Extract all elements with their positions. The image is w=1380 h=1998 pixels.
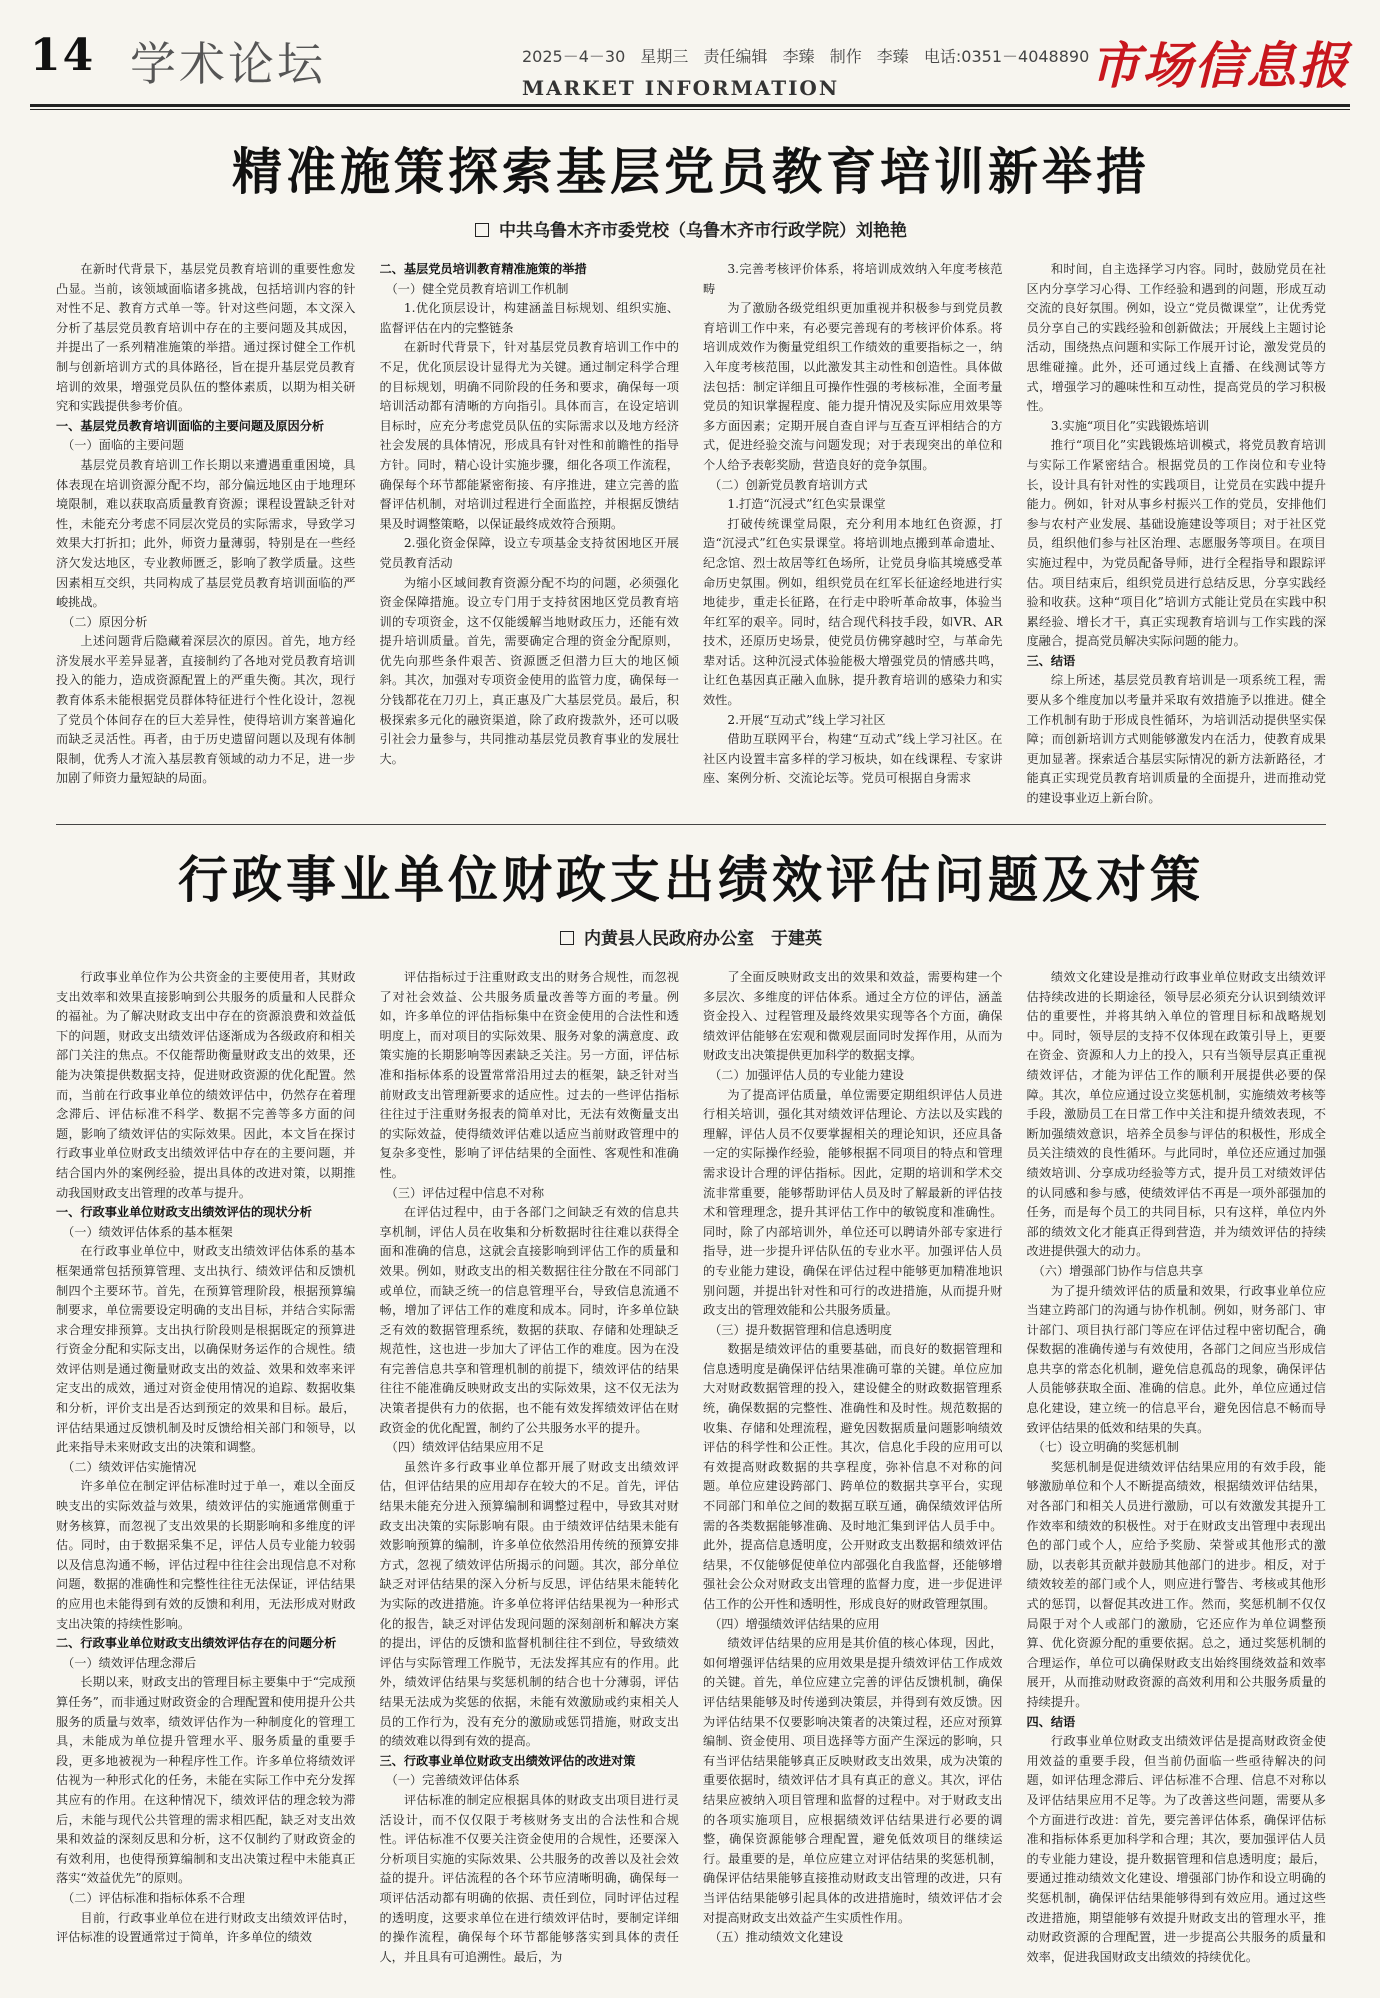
article-1-column bbox=[56, 260, 356, 820]
editor-label: 责任编辑 bbox=[703, 47, 768, 66]
edition-weekday: 星期三 bbox=[640, 47, 689, 66]
subsection-heading: （一）绩效评估理念滞后 bbox=[62, 1655, 197, 1670]
paragraph: 上述问题背后隐藏着深层次的原因。首先，地方经济发展水平差异显著，直接制约了各地对党员教育培训投入的能力，造成资源配置上的严重失衡。其次，现行教育体系未能根据党员群体特征进行个性化设计，忽视了党员个体间存在的巨大差异性，使得培训方案普遍化而缺乏灵活性。再者，由于历史遗留问题以及现有体制限制，优秀人才流入基层教育领域的动力不足，进一步加剧了师资力量短缺的局面。 bbox=[56, 634, 356, 786]
paragraph: 2.强化资金保障，设立专项基金支持贫困地区开展党员教育活动 bbox=[379, 536, 679, 570]
paragraph: 目前，行政事业单位在进行财政支出绩效评估时，评估标准的设置通常过于简单，许多单位的绩效 bbox=[56, 1910, 356, 1945]
editor-name: 李臻 bbox=[782, 47, 815, 66]
subsection-heading: （二）创新党员教育培训方式 bbox=[709, 477, 868, 492]
paragraph: 评估指标过于注重财政支出的财务合规性，而忽视了对社会效益、公共服务质量改善等方面的考量。例如，许多单位的评估指标集中在资金使用的合法性和透明度上，而对项目的实际效果、服务对象的满意度、政策实施的长期影响等因素缺乏关注。另一方面，评估标准和指标体系的设置常常沿用过去的框架，缺乏针对当前财政支出管理新要求的适应性。过去的一些评估指标往往过于注重财务报表的简单对比，无法有效衡量支出的实际效益，使得绩效评估难以适应当前财政管理中的复杂多变性，影响了评估结果的全面性、客观性和准确性。 bbox=[379, 970, 679, 1180]
paragraph: 了全面反映财政支出的效果和效益，需要构建一个多层次、多维度的评估体系。通过全方位的评估，涵盖资金投入、过程管理及最终效果实现等各个方面，确保绩效评估能够在宏观和微观层面同时发挥作用，从而为财政支出决策提供更加科学的数据支撑。 bbox=[703, 970, 1003, 1063]
article-2-column bbox=[56, 968, 356, 1998]
section-heading: 四、结语 bbox=[1026, 1714, 1076, 1729]
article-divider bbox=[56, 824, 1326, 825]
paragraph: 综上所述，基层党员教育培训是一项系统工程，需要从多个维度加以考量并采取有效措施予以推进。健全工作机制有助于形成良性循环，为培训活动提供坚实保障；而创新培训方式则能够激发内在活力，使教育成果更加显著。探索适合基层实际情况的新方法新路径，才能真正实现党员教育培训质量的全面提升，进而推动党的建设事业迈上新台阶。 bbox=[1026, 673, 1326, 806]
article-2-headline: 行政事业单位财政支出绩效评估问题及对策 bbox=[178, 851, 1204, 909]
paragraph: 在行政事业单位中，财政支出绩效评估体系的基本框架通常包括预算管理、支出执行、绩效评估和反馈机制四个主要环节。首先，在预算管理阶段，根据预算编制要求，单位需要设定明确的支出目标，并结合实际需求合理安排预算。支出执行阶段则是根据既定的预算进行资金分配和实际支出，以确保财务运作的合规性。绩效评估则是通过衡量财政支出的效益、效果和效率来评定支出的成效，通过对资金使用情况的追踪、数据收集和分析，评价支出是否达到预定的效果和目标。最后，评估结果通过反馈机制及时反馈给相关部门和领导，以此来指导未来财政支出的决策和调整。 bbox=[56, 1244, 356, 1455]
paragraph: 为了激励各级党组织更加重视并积极参与到党员教育培训工作中来，有必要完善现有的考核评价体系。将培训成效作为衡量党组织工作绩效的重要指标之一，纳入年度考核范围，以此激发其主动性和创造性。具体做法包括：制定详细且可操作性强的考核标准，全面考量党员的知识掌握程度、能力提升情况及实际应用效果等多方面因素；定期开展自查自评与互查互评相结合的方式，促进经验交流与问题发现；对于表现突出的单位和个人给予表彰奖励，营造良好的竞争氛围。 bbox=[703, 301, 1003, 472]
edition-meta bbox=[522, 44, 1099, 67]
article-1-author: 中共乌鲁木齐市委党校（乌鲁木齐市行政学院）刘艳艳 bbox=[499, 221, 907, 241]
article-2 bbox=[56, 848, 1326, 1998]
square-icon bbox=[475, 223, 489, 237]
article-2-column bbox=[1027, 968, 1327, 1998]
subsection-heading: （四）增强绩效评估结果的应用 bbox=[709, 1616, 880, 1631]
section-heading: 二、行政事业单位财政支出绩效评估存在的问题分析 bbox=[56, 1636, 337, 1651]
section-heading: 一、行政事业单位财政支出绩效评估的现状分析 bbox=[56, 1205, 312, 1220]
paragraph: 在评估过程中，由于各部门之间缺乏有效的信息共享机制，评估人员在收集和分析数据时往往难以获得全面和准确的信息，这就会直接影响到评估工作的质量和效果。例如，财政支出的相关数据往往分散在不同部门或单位，而缺乏统一的信息管理平台，导致信息流通不畅，增加了评估工作的难度和成本。同时，许多单位缺乏有效的数据管理系统，数据的获取、存储和处理缺乏规范性，这也进一步加大了评估工作的难度。因为在没有完善信息共享和管理机制的前提下，绩效评估的结果往往不能准确反映财政支出的实际效果，这不仅无法为决策者提供有力的依据，也不能有效发挥绩效评估在财政资金的优化配置，制约了公共服务水平的提升。 bbox=[379, 1205, 679, 1435]
article-1-byline bbox=[56, 220, 1326, 242]
article-1-column bbox=[1027, 260, 1327, 820]
subsection-heading: （三）评估过程中信息不对称 bbox=[385, 1185, 545, 1200]
subsection-heading: （二）绩效评估实施情况 bbox=[62, 1459, 197, 1474]
paragraph: 奖惩机制是促进绩效评估结果应用的有效手段，能够激励单位和个人不断提高绩效，根据绩效评估结果，对各部门和相关人员进行激励，可以有效激发其提升工作效率和绩效的积极性。对于在财政支出管理中表现出色的部门或个人，应给予奖励、荣誉或其他形式的激励，以表彰其贡献并鼓励其他部门的进步。相反，对于绩效较差的部门或个人，则应进行警告、考核或其他形式的惩罚，以督促其改进工作。然而，奖惩机制不仅仅局限于对个人或部门的激励，它还应作为单位调整预算、优化资源分配的重要依据。总之，通过奖惩机制的合理运作，单位可以确保财政支出始终围绕效益和效率展开，从而推动财政资源的高效利用和公共服务质量的持续提升。 bbox=[1026, 1459, 1326, 1709]
paragraph: 1.优化顶层设计，构建涵盖目标规划、组织实施、监督评估在内的完整链条 bbox=[379, 301, 679, 335]
paragraph: 虽然许多行政事业单位都开展了财政支出绩效评估，但评估结果的应用却存在较大的不足。首先，评估结果未能充分进入预算编制和调整过程中，导致其对财政支出决策的实际影响有限。由于绩效评估结果未能有效影响预算的编制，许多单位依然沿用传统的预算安排方式，忽视了绩效评估所揭示的问题。其次，部分单位缺乏对评估结果的深入分析与反思，评估结果未能转化为实际的改进措施。许多单位将评估结果视为一种形式化的报告，缺乏对评估发现问题的深刻剖析和解决方案的提出，评估的反馈和监督机制往往不到位，导致绩效评估与实际管理工作脱节，无法发挥其应有的作用。此外，绩效评估结果与奖惩机制的结合也十分薄弱，评估结果无法成为奖惩的依据，未能有效激励或约束相关人员的工作行为，没有充分的激励或惩罚措施，财政支出的绩效难以得到有效的提高。 bbox=[379, 1459, 679, 1749]
subsection-heading: （四）绩效评估结果应用不足 bbox=[385, 1440, 545, 1455]
section-heading: 二、基层党员培训教育精准施策的举措 bbox=[379, 262, 587, 276]
paragraph: 借助互联网平台，构建“互动式”线上学习社区。在社区内设置丰富多样的学习板块，如在线课程、专家讲座、案例分析、交流论坛等。党员可根据自身需求 bbox=[703, 732, 1003, 786]
section-heading: 三、行政事业单位财政支出绩效评估的改进对策 bbox=[379, 1753, 636, 1768]
paragraph: 评估标准的制定应根据具体的财政支出项目进行灵活设计，而不仅仅限于考核财务支出的合法性和合规性。评估标准不仅要关注资金使用的合规性，还要深入分析项目实施的实际效果、公共服务的改善以及社会效益的提升。评估流程的各个环节应清晰明确，确保每一项评估活动都有明确的依据、责任到位，同时评估过程的透明度，这要求单位在进行绩效评估时，要制定详细的操作流程，确保每个环节都能够落实到具体的责任人，并且具有可追溯性。最后，为 bbox=[379, 1792, 679, 1964]
paragraph: 绩效文化建设是推动行政事业单位财政支出绩效评估持续改进的长期途径，领导层必须充分认识到绩效评估的重要性，并将其纳入单位的管理目标和战略规划中。同时，领导层的支持不仅体现在政策引导上，更要在资金、资源和人力上的投入，只有当领导层真正重视绩效评估，才能为评估工作的顺利开展提供必要的保障。其次，单位应通过设立奖惩机制，实施绩效考核等手段，激励员工在日常工作中关注和提升绩效表现，不断加强绩效意识，培养全员参与评估的积极性，形成全员关注绩效的良性循环。与此同时，单位还应通过加强绩效培训、分享成功经验等方式，提升员工对绩效评估的认同感和参与感，使绩效评估不再是一项外部强加的任务，而是每个员工的共同目标，只有这样，单位内外部的绩效文化才能真正得到营造，并为绩效评估的持续改进提供强大的动力。 bbox=[1026, 970, 1326, 1259]
article-2-body bbox=[56, 968, 1326, 1998]
phone: 电话:0351－4048890 bbox=[923, 47, 1090, 66]
paragraph: 在新时代背景下，基层党员教育培训的重要性愈发凸显。当前，该领域面临诸多挑战，包括培训内容的针对性不足、教育方式单一等。针对这些问题，本文深入分析了基层党员教育培训中存在的主要问题及其成因，并提出了一系列精准施策的举措。通过探讨健全工作机制与创新培训方式的具体路径，旨在提升基层党员教育培训的效果，增强党员队伍的整体素质，以期为相关研究和实践提供参考价值。 bbox=[56, 262, 356, 414]
paragraph: 在新时代背景下，针对基层党员教育培训工作中的不足，优化顶层设计显得尤为关键。通过制定科学合理的目标规划，明确不同阶段的任务和要求，确保每一项培训活动都有清晰的方向指引。具体而言，在设定培训目标时，应充分考虑党员队伍的实际需求以及地方经济社会发展的具体情况，形成具有针对性和前瞻性的指导方针。同时，精心设计实施步骤，细化各项工作流程，确保每个环节都能紧密衔接、有序推进，建立完善的监督评估机制，对培训过程进行全面监控，并根据反馈结果及时调整策略，以保证最终成效符合预期。 bbox=[379, 340, 679, 531]
subsection-heading: （二）原因分析 bbox=[62, 614, 148, 629]
subsection-heading: （一）完善绩效评估体系 bbox=[385, 1773, 520, 1788]
paragraph: 为了提高评估质量，单位需要定期组织评估人员进行相关培训，强化其对绩效评估理论、方法以及实践的理解，评估人员不仅要掌握相关的理论知识，还应具备一定的实际操作经验，能够根据不同项目的特点和管理需求设计合理的评估指标。因此，定期的培训和学术交流非常重要，能够帮助评估人员及时了解最新的评估技术和管理理念，提升其评估工作中的敏锐度和准确性。同时，除了内部培训外，单位还可以聘请外部专家进行指导，进一步提升评估队伍的专业水平。加强评估人员的专业能力建设，确保在评估过程中能够更加精准地识别问题，并提出针对性和可行的改进措施，从而提升财政支出的管理效能和公共服务质量。 bbox=[703, 1087, 1003, 1318]
article-2-column bbox=[380, 968, 680, 1998]
subsection-heading: （七）设立明确的奖惩机制 bbox=[1032, 1440, 1179, 1455]
paragraph: 2.开展“互动式”线上学习社区 bbox=[727, 712, 886, 727]
section-name: 学术论坛 bbox=[130, 37, 326, 91]
square-icon bbox=[560, 931, 574, 945]
paragraph: 绩效评估结果的应用是其价值的核心体现，因此，如何增强评估结果的应用效果是提升绩效评估工作成效的关键。首先，单位应建立完善的评估反馈机制，确保评估结果能够及时传递到决策层，并得到有效反馈。因为评估结果不仅要影响决策者的决策过程，还应对预算编制、资金使用、项目选择等方面产生深远的影响，只有当评估结果能够真正反映财政支出效果，成为决策的重要依据时，绩效评估才具有真正的意义。其次，评估结果应被纳入项目管理和监督的过程中。对于财政支出的各项实施项目，应根据绩效评估结果进行必要的调整，确保资源能够合理配置，避免低效项目的继续运行。最重要的是，单位应建立对评估结果的奖惩机制，确保评估结果能够直接推动财政支出管理的改进，只有当评估结果能够引起具体的改进措施时，绩效评估才会对提高财政支出效益产生实质性作用。 bbox=[703, 1636, 1003, 1925]
article-2-column bbox=[703, 968, 1003, 1998]
paragraph: 3.完善考核评价体系，将培训成效纳入年度考核范畴 bbox=[703, 262, 1003, 296]
page-number: 14 bbox=[30, 30, 96, 81]
paragraph: 数据是绩效评估的重要基础，而良好的数据管理和信息透明度是确保评估结果准确可靠的关键。单位应加大对财政数据管理的投入，建设健全的财政数据管理系统，确保数据的完整性、准确性和及时性。规范数据的收集、存储和处理流程，避免因数据质量问题影响绩效评估的科学性和公正性。其次，信息化手段的应用可以有效提高财政数据的共享程度，弥补信息不对称的问题。单位应建设跨部门、跨单位的数据共享平台，实现不同部门和单位之间的数据互联互通，确保绩效评估所需的各类数据能够准确、及时地汇集到评估人员手中。此外，提高信息透明度，公开财政支出数据和绩效评估结果，不仅能够促使单位内部强化自我监督，还能够增强社会公众对财政支出管理的监督力度，进一步促进评估工作的公开性和透明性，形成良好的财政管理氛围。 bbox=[703, 1342, 1003, 1611]
subsection-heading: （一）健全党员教育培训工作机制 bbox=[385, 281, 569, 296]
article-1-body bbox=[56, 260, 1326, 820]
subsection-heading: （二）评估标准和指标体系不合理 bbox=[62, 1890, 245, 1905]
paragraph: 行政事业单位作为公共资金的主要使用者，其财政支出效率和效果直接影响到公共服务的质量和人民群众的福祉。为了解决财政支出中存在的资源浪费和效益低下的问题，财政支出绩效评估逐渐成为各级政府和相关部门关注的焦点。不仅能帮助衡量财政支出的效果，还能为决策提供数据支持，促进财政资源的优化配置。然而，当前在行政事业单位的绩效评估中，仍然存在着理念滞后、评估标准不科学、数据不完善等多方面的问题，影响了绩效评估的实际效果。因此，本文旨在探讨行政事业单位财政支出绩效评估中存在的主要问题，并结合国内外的案例经验，提出具体的改进对策，以期推动我国财政支出管理的改革与提升。 bbox=[56, 970, 356, 1200]
article-1-headline: 精准施策探索基层党员教育培训新举措 bbox=[232, 143, 1150, 201]
subsection-heading: （五）推动绩效文化建设 bbox=[709, 1930, 844, 1945]
subsection-heading: （一）面临的主要问题 bbox=[62, 438, 184, 453]
article-1 bbox=[56, 140, 1326, 820]
producer-name: 李臻 bbox=[876, 47, 909, 66]
producer-label: 制作 bbox=[829, 47, 862, 66]
article-1-column bbox=[703, 260, 1003, 820]
paragraph: 3.实施“项目化”实践锻炼培训 bbox=[1050, 418, 1210, 433]
subsection-heading: （一）绩效评估体系的基本框架 bbox=[62, 1224, 233, 1239]
paragraph: 1.打造“沉浸式”红色实景课堂 bbox=[727, 497, 886, 512]
subsection-heading: （六）增强部门协作与信息共享 bbox=[1032, 1263, 1204, 1278]
paragraph: 基层党员教育培训工作长期以来遭遇重重困境，具体表现在培训资源分配不均，部分偏远地区由于地理环境限制，难以获取高质量教育资源；课程设置缺乏针对性，未能充分考虑不同层次党员的实际需求，导致学习效果大打折扣；此外，师资力量薄弱，特别是在一些经济欠发达地区，专业教师匮乏，影响了教学质量。这些因素相互交织，共同构成了基层党员教育培训面临的严峻挑战。 bbox=[56, 457, 356, 610]
paper-logo: 市场信息报 bbox=[1090, 36, 1350, 95]
top-rule-thin bbox=[30, 109, 1350, 110]
paragraph: 打破传统课堂局限，充分利用本地红色资源，打造“沉浸式”红色实景课堂。将培训地点搬到革命遗址、纪念馆、烈士故居等红色场所，让党员身临其境感受革命历史氛围。例如，组织党员在红军长征途经地进行实地徒步，重走长征路，在行走中聆听革命故事，体验当年红军的艰辛。同时，结合现代科技手段，如VR、AR技术，还原历史场景，使党员仿佛穿越时空，与革命先辈对话。这种沉浸式体验能极大增强党员的情感共鸣，让红色基因真正融入血脉，提升教育培训的感染力和实效性。 bbox=[703, 516, 1003, 708]
paragraph: 为了提升绩效评估的质量和效果，行政事业单位应当建立跨部门的沟通与协作机制。例如，财务部门、审计部门、项目执行部门等应在评估过程中密切配合，确保数据的准确传递与有效使用，各部门之间应当形成信息共享的常态化机制，避免信息孤岛的现象，确保评估人员能够获取全面、准确的信息。此外，单位应通过信息化建设，建立统一的信息平台，避免因信息不畅而导致评估结果的低效和结果的失真。 bbox=[1026, 1283, 1326, 1435]
section-heading: 一、基层党员教育培训面临的主要问题及原因分析 bbox=[56, 418, 325, 433]
masthead bbox=[30, 22, 1350, 102]
paper-name-en: MARKET INFORMATION bbox=[522, 76, 840, 100]
paragraph: 推行“项目化”实践锻炼培训模式，将党员教育培训与实际工作紧密结合。根据党员的工作岗位和专业特长，设计具有针对性的实践项目，让党员在实践中提升能力。例如，针对从事乡村振兴工作的党员，安排他们参与农村产业发展、基础设施建设等项目；对于社区党员，组织他们参与社区治理、志愿服务等项目。在项目实施过程中，为党员配备导师，进行全程指导和跟踪评估。项目结束后，组织党员进行总结反思，分享实践经验和收获。这种“项目化”培训方式能让党员在实践中积累经验、增长才干，真正实现教育培训与工作实践的深度融合，提高党员解决实际问题的能力。 bbox=[1026, 438, 1326, 649]
subsection-heading: （二）加强评估人员的专业能力建设 bbox=[709, 1067, 905, 1082]
article-1-column bbox=[380, 260, 680, 820]
paragraph: 行政事业单位财政支出绩效评估是提高财政资金使用效益的重要手段，但当前仍面临一些亟待解决的问题，如评估理念滞后、评估标准不合理、信息不对称以及评估结果应用不足等。为了改善这些问题，需要从多个方面进行改进：首先，要完善评估体系，确保评估标准和指标体系更加科学和合理；其次，要加强评估人员的专业能力建设，提升数据管理和信息透明度；最后，要通过推动绩效文化建设、增强部门协作和设立明确的奖惩机制，确保评估结果能够得到有效应用。通过这些改进措施，期望能够有效提升财政支出的管理水平，推动财政资源的合理配置，进一步提高公共服务的质量和效率，促进我国财政支出绩效的持续优化。 bbox=[1026, 1734, 1326, 1964]
section-heading: 三、结语 bbox=[1026, 653, 1076, 668]
top-rule bbox=[30, 104, 1350, 107]
paragraph: 许多单位在制定评估标准时过于单一，难以全面反映支出的实际效益与效果，绩效评估的实施通常侧重于财务核算，而忽视了支出效果的长期影响和多维度的评估。同时，由于数据采集不足，评估人员专业能力较弱以及信息沟通不畅，评估过程中往往会出现信息不对称问题，数据的准确性和完整性往往无法保证，评估结果的应用也未能得到有效的反馈和利用，无法形成对财政支出决策的持续性影响。 bbox=[56, 1479, 356, 1631]
article-2-author: 内黄县人民政府办公室 于建英 bbox=[584, 929, 822, 949]
paragraph: 为缩小区域间教育资源分配不均的问题，必须强化资金保障措施。设立专门用于支持贫困地区党员教育培训的专项资金，这不仅能缓解当地财政压力，还能有效提升培训质量。首先，需要确定合理的资金分配原则，优先向那些条件艰苦、资源匮乏但潜力巨大的地区倾斜。其次，加强对专项资金使用的监管力度，确保每一分钱都花在刀刃上，真正惠及广大基层党员。最后，积极探索多元化的融资渠道，除了政府拨款外，还可以吸引社会力量参与，共同推动基层党员教育事业的发展壮大。 bbox=[379, 575, 679, 766]
paragraph: 和时间，自主选择学习内容。同时，鼓励党员在社区内分享学习心得、工作经验和遇到的问题，形成互动交流的良好氛围。例如，设立“党员微课堂”，让优秀党员分享自己的实践经验和创新做法；开展线上主题讨论活动，围绕热点问题和实际工作展开讨论，激发党员的思维碰撞。此外，还可通过线上直播、在线测试等方式，增强学习的趣味性和互动性，提高党员的学习积极性。 bbox=[1026, 262, 1326, 414]
article-2-byline bbox=[56, 928, 1326, 950]
subsection-heading: （三）提升数据管理和信息透明度 bbox=[709, 1322, 892, 1337]
paragraph: 长期以来，财政支出的管理目标主要集中于“完成预算任务”，而非通过财政资金的合理配置和使用提升公共服务的质量与效率，绩效评估作为一种制度化的管理工具，未能成为单位提升管理水平、服务质量的重要手段，更多地被视为一种程序性工作。许多单位将绩效评估视为一种形式化的任务，未能在实际工作中充分发挥其应有的作用。在这种情况下，绩效评估的理念较为滞后，未能与现代公共管理的需求相匹配，缺乏对支出效果和效益的深刻反思和分析，这不仅制约了财政资金的有效利用，也使得预算编制和支出决策过程中未能真正落实“效益优先”的原则。 bbox=[56, 1675, 356, 1886]
edition-date: 2025－4－30 bbox=[522, 47, 626, 66]
